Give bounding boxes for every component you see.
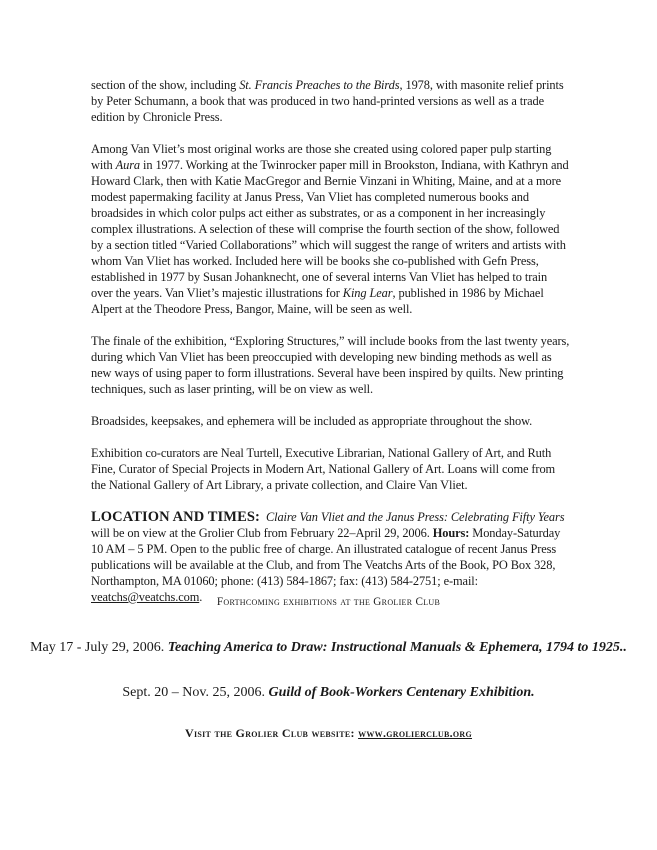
forthcoming-item <box>0 639 657 657</box>
book-title: King Lear <box>342 286 393 300</box>
location-heading: LOCATION AND TIMES: <box>91 509 260 525</box>
forthcoming-item <box>0 684 657 702</box>
exhibit-dates: Sept. 20 – Nov. 25, 2006. <box>122 685 269 700</box>
paragraph-curators: Exhibition co-curators are Neal Turtell, Executive Librarian, National Gallery of Art, and Ruth Fine, Curator of Special Projects in Modern Art, National Gallery of Art. Loans will come from the National Gallery of Art Library, a private collection, and Claire Van Vliet. <box>91 446 556 492</box>
text-run: . <box>199 590 203 604</box>
website-link[interactable]: www.grolierclub.org <box>358 726 473 740</box>
text-run: , 1978, with masonite relief prints by Peter Schumann, a book that was produced in two hand-printed versions as well as a trade edition by Chronicle Press. <box>91 78 564 124</box>
website-callout <box>0 726 657 741</box>
paragraph-finale: The finale of the exhibition, “Exploring Structures,” will include books from the last twenty years, during which Van Vliet has been preoccupied with developing new binding methods as well as new ways of using paper to form illustrations. Several have been inspired by quilts. New printing techniques, such as laser printing, will be on view as well. <box>91 334 570 396</box>
paragraph-paper-pulp <box>91 141 571 317</box>
text-run: will be on view at the Grolier Club from February 22–April 29, 2006. <box>91 526 433 540</box>
body-text <box>91 77 571 605</box>
text-run: Among Van Vliet’s most original works are those she created using colored paper pulp starting with <box>91 142 552 172</box>
forthcoming-heading: Forthcoming exhibitions at the Grolier Club <box>216 596 441 608</box>
text-run: section of the show, including <box>91 78 240 92</box>
text-run: , published in 1986 by Michael Alpert at the Theodore Press, Bangor, Maine, will be seen as well. <box>91 286 544 316</box>
text-run: Monday-Saturday 10 AM – 5 PM. Open to the public free of charge. An illustrated catalogue of recent Janus Press publications will be available at the Club, and from The Veatchs Arts of the Book, PO Box 328, Northampton, MA 01060; phone: (413) 584-1867; fax: (413) 584-2751; e-mail: <box>91 526 561 588</box>
exhibit-dates: May 17 - July 29, 2006. <box>30 640 168 655</box>
book-title: St. Francis Preaches to the Birds <box>239 78 400 92</box>
paragraph-show-sections <box>91 77 571 125</box>
paragraph-broadsides: Broadsides, keepsakes, and ephemera will be included as appropriate throughout the show. <box>91 414 533 428</box>
exhibition-title: Claire Van Vliet and the Janus Press: Celebrating Fifty Years <box>265 510 565 524</box>
text-run: in 1977. Working at the Twinrocker paper mill in Brookston, Indiana, with Kathryn and Howard Clark, then with Katie MacGregor and Bernie Vinzani in Whiting, Maine, and at a more modest papermaking facility at Janus Press, Van Vliet has completed numerous books and broadsides in which color pulps act either as substrates, or as a component in her increasingly complex illustrations. A selection of these will comprise the fourth section of the show, followed by a section titled “Varied Collaborations” which will suggest the range of writers and artists with whom Van Vliet has worked. Included here will be books she co-published with Gefn Press, established in 1977 by Susan Johanknecht, one of several interns Van Vliet has helped to train over the years. Van Vliet’s majestic illustrations for <box>91 158 569 300</box>
email-link[interactable]: veatchs@veatchs.com <box>91 590 200 604</box>
location-and-times <box>91 509 571 605</box>
exhibit-title: Teaching America to Draw: Instructional Manuals & Ephemera, 1794 to 1925.. <box>167 640 627 655</box>
hours-label: Hours: <box>432 526 470 540</box>
exhibit-title: Guild of Book-Workers Centenary Exhibition. <box>268 685 535 700</box>
website-label: Visit the Grolier Club website: <box>184 726 359 740</box>
book-title: Aura <box>115 158 141 172</box>
